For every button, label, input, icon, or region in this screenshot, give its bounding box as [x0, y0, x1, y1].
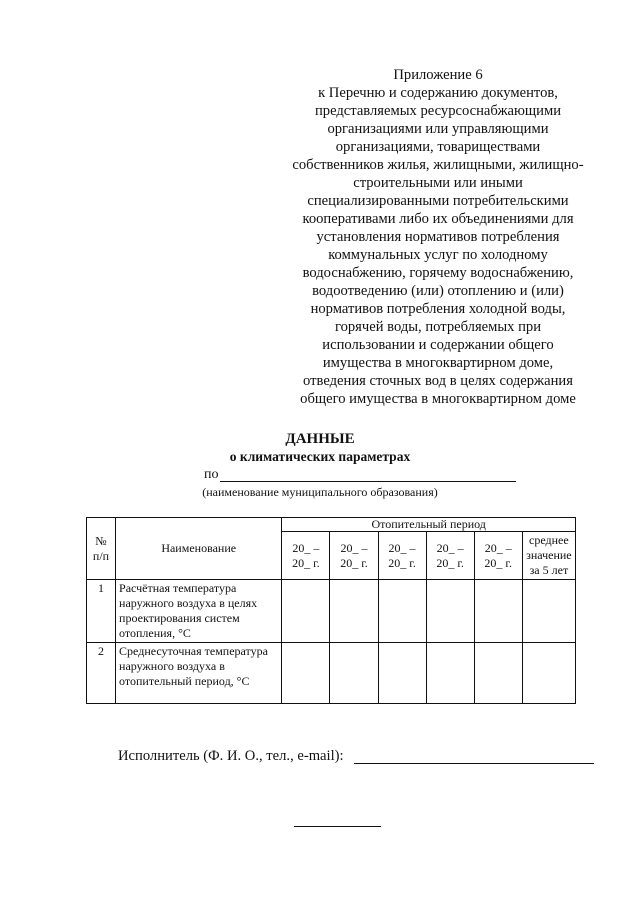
appendix-line: представляемых ресурсоснабжающими — [314, 103, 562, 119]
year-start: 20_ – — [484, 540, 512, 555]
header-year-4 — [426, 532, 474, 580]
year-start: 20_ – — [436, 540, 464, 555]
row-name: Расчётная температура наружного воздуха в целях проектирования систем отопления, °C — [116, 580, 282, 643]
municipality-blank — [220, 481, 516, 482]
year-start: 20_ – — [388, 540, 416, 555]
year-end: 20_ г. — [292, 555, 320, 570]
value-cell[interactable] — [474, 643, 522, 704]
appendix-line: организациями или управляющими — [327, 121, 549, 137]
appendix-line: организациями, товариществами — [335, 139, 541, 155]
appendix-line: водоснабжению, горячему водоснабжению, — [302, 265, 574, 281]
appendix-line: горячей воды, потребляемых при — [334, 319, 542, 335]
header-name: Наименование — [116, 518, 282, 580]
executor-blank[interactable] — [354, 763, 594, 764]
year-end: 20_ г. — [436, 555, 464, 570]
appendix-line: Приложение 6 — [393, 67, 483, 83]
year-start: 20_ – — [292, 540, 320, 555]
appendix-line: водоотведению (или) отоплению и (или) — [312, 283, 564, 299]
executor-line — [118, 746, 598, 766]
appendix-block — [288, 66, 588, 408]
appendix-line: отведения сточных вод в целях содержания — [303, 373, 573, 389]
appendix-line: собственников жилья, жилищными, жилищно- — [292, 157, 584, 173]
header-year-2 — [330, 532, 378, 580]
table-row — [87, 580, 576, 643]
appendix-line: специализированными потребительскими — [307, 193, 569, 209]
header-average — [522, 532, 575, 580]
avg-line: среднее — [529, 533, 569, 547]
avg-line: значение — [526, 548, 572, 562]
row-name: Среднесуточная температура наружного воздуха в отопительный период, °C — [116, 643, 282, 704]
appendix-line: коммунальных услуг по холодному — [328, 247, 548, 263]
climate-table — [86, 517, 576, 704]
year-end: 20_ г. — [340, 555, 368, 570]
table-header-row — [87, 518, 576, 532]
end-divider — [294, 826, 381, 827]
avg-line: за 5 лет — [529, 563, 569, 577]
year-end: 20_ г. — [484, 555, 512, 570]
appendix-line: нормативов потребления холодной воды, — [310, 301, 566, 317]
value-cell[interactable] — [426, 580, 474, 643]
document-subtitle: о климатических параметрах — [229, 449, 411, 464]
value-cell[interactable] — [282, 643, 330, 704]
value-cell[interactable] — [522, 643, 575, 704]
value-cell[interactable] — [330, 643, 378, 704]
header-number: № п/п — [87, 518, 116, 580]
value-cell[interactable] — [522, 580, 575, 643]
po-label: по — [204, 467, 219, 482]
appendix-line: использовании и содержании общего — [322, 337, 554, 353]
appendix-line: имущества в многоквартирном доме, — [322, 355, 554, 371]
appendix-line: к Перечню и содержанию документов, — [318, 85, 558, 101]
year-start: 20_ – — [340, 540, 368, 555]
value-cell[interactable] — [474, 580, 522, 643]
header-year-5 — [474, 532, 522, 580]
year-end: 20_ г. — [388, 555, 416, 570]
appendix-line: кооперативами либо их объединениями для — [302, 211, 574, 227]
document-title: ДАННЫЕ — [285, 431, 355, 447]
municipality-caption: (наименование муниципального образования) — [202, 485, 438, 499]
header-year-3 — [378, 532, 426, 580]
appendix-line: строительными или иными — [353, 175, 523, 191]
value-cell[interactable] — [426, 643, 474, 704]
municipality-line — [204, 466, 516, 484]
value-cell[interactable] — [378, 643, 426, 704]
appendix-line: общего имущества в многоквартирном доме — [300, 391, 576, 407]
header-heating-period: Отопительный период — [282, 518, 576, 532]
value-cell[interactable] — [330, 580, 378, 643]
header-year-1 — [282, 532, 330, 580]
value-cell[interactable] — [378, 580, 426, 643]
row-number: 1 — [87, 580, 116, 643]
value-cell[interactable] — [282, 580, 330, 643]
table-row — [87, 643, 576, 704]
row-number: 2 — [87, 643, 116, 704]
executor-label: Исполнитель (Ф. И. О., тел., e-mail): — [118, 748, 344, 764]
appendix-line: установления нормативов потребления — [316, 229, 560, 245]
